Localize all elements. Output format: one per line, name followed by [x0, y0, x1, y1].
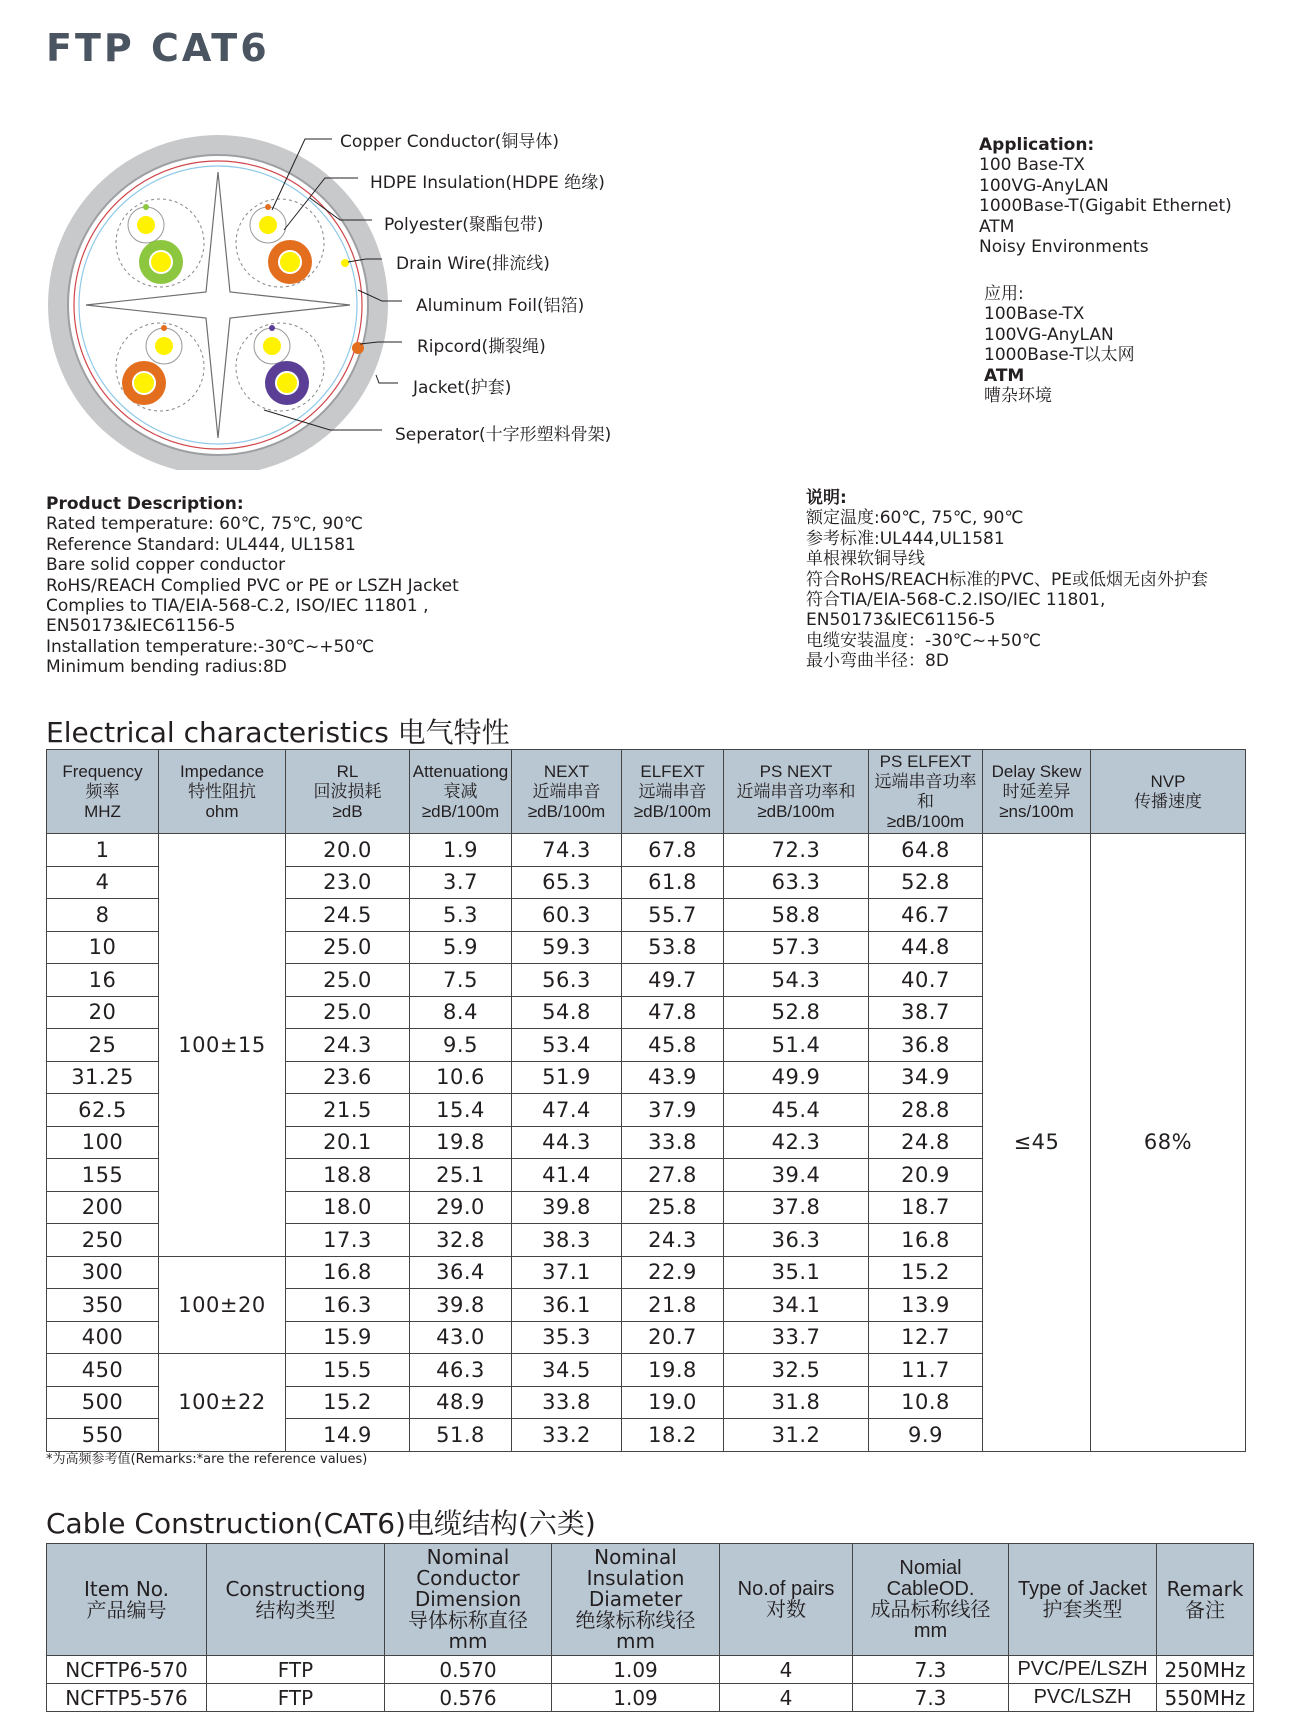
table-cell: 34.1 — [724, 1289, 869, 1322]
table-cell: 33.8 — [512, 1386, 622, 1419]
table-cell: 55.7 — [622, 899, 724, 932]
header-remark: Remark 备注 — [1157, 1544, 1254, 1656]
table-cell: 38.3 — [512, 1224, 622, 1257]
description-cn-line: 符合RoHS/REACH标准的PVC、PE或低烟无卤外护套 — [806, 569, 1209, 590]
table-cell: 24.5 — [286, 899, 410, 932]
table-cell: 36.3 — [724, 1224, 869, 1257]
table-cell: 5.9 — [410, 931, 512, 964]
cell-impedance: 100±22 — [159, 1354, 286, 1452]
header-next: NEXT 近端串音 ≥dB/100m — [512, 750, 622, 834]
product-description-cn — [806, 488, 1208, 672]
table-cell: 27.8 — [622, 1159, 724, 1192]
description-cn-line: 最小弯曲半径：8D — [806, 651, 949, 672]
table-cell: 14.9 — [286, 1419, 410, 1452]
conductor-3b — [133, 372, 155, 394]
electrical-table-body — [47, 834, 1246, 1452]
label-hdpe-insulation: HDPE Insulation(HDPE 绝缘) — [370, 173, 605, 193]
table-cell: 51.4 — [724, 1029, 869, 1062]
table-cell: 16.3 — [286, 1289, 410, 1322]
cell-frequency: 550 — [47, 1419, 159, 1452]
construction-section-title: Cable Construction(CAT6)电缆结构(六类) — [46, 1507, 596, 1540]
table-cell: 20.1 — [286, 1126, 410, 1159]
table-cell: 33.2 — [512, 1419, 622, 1452]
description-en-line: Rated temperature: 60℃, 75℃, 90℃ — [46, 514, 363, 535]
table-cell: 15.9 — [286, 1321, 410, 1354]
description-cn-line: 电缆安装温度：-30℃~+50℃ — [806, 630, 1042, 651]
table-cell: 25.0 — [286, 931, 410, 964]
table-cell: 45.4 — [724, 1094, 869, 1127]
table-cell: NCFTP6-570 — [47, 1656, 207, 1684]
table-cell: 10.8 — [869, 1386, 983, 1419]
table-cell: 47.8 — [622, 996, 724, 1029]
table-row — [47, 834, 1246, 867]
table-cell: 46.3 — [410, 1354, 512, 1387]
table-cell: 56.3 — [512, 964, 622, 997]
label-separator: Seperator(十字形塑料骨架) — [395, 425, 612, 445]
table-cell: 25.8 — [622, 1191, 724, 1224]
table-cell: 37.8 — [724, 1191, 869, 1224]
table-cell: 33.8 — [622, 1126, 724, 1159]
table-cell: 7.3 — [853, 1656, 1009, 1684]
table-cell: 35.1 — [724, 1256, 869, 1289]
label-ripcord: Ripcord(撕裂绳) — [417, 337, 546, 357]
description-cn-line: 符合TIA/EIA-568-C.2.ISO/IEC 11801, — [806, 590, 1106, 611]
table-cell: 44.3 — [512, 1126, 622, 1159]
table-cell: 54.3 — [724, 964, 869, 997]
table-cell: 59.3 — [512, 931, 622, 964]
cell-frequency: 250 — [47, 1224, 159, 1257]
table-cell: 53.4 — [512, 1029, 622, 1062]
table-cell: 52.8 — [724, 996, 869, 1029]
description-en-line: RoHS/REACH Complied PVC or PE or LSZH Jacket — [46, 575, 459, 596]
conductor-4b — [276, 372, 298, 394]
table-cell: 5.3 — [410, 899, 512, 932]
construction-header-row — [47, 1544, 1254, 1656]
conductor-2a — [259, 216, 277, 234]
table-cell: 42.3 — [724, 1126, 869, 1159]
description-cn-line: 额定温度:60℃, 75℃, 90℃ — [806, 508, 1024, 529]
header-constructiong: Constructiong 结构类型 — [207, 1544, 385, 1656]
cell-frequency: 350 — [47, 1289, 159, 1322]
table-row — [47, 1684, 1254, 1712]
table-cell: 15.2 — [869, 1256, 983, 1289]
table-cell: 22.9 — [622, 1256, 724, 1289]
table-cell: 18.7 — [869, 1191, 983, 1224]
header-insulation-diameter: Nominal Insulation Diameter 绝缘标称线径 mm — [552, 1544, 720, 1656]
table-cell: 49.9 — [724, 1061, 869, 1094]
table-cell: 250MHz — [1157, 1656, 1254, 1684]
construction-table-body — [47, 1656, 1254, 1712]
table-cell: 39.8 — [410, 1289, 512, 1322]
table-cell: 20.0 — [286, 834, 410, 867]
application-cn-item: 嘈杂环境 — [984, 386, 1052, 407]
application-cn-item: ATM — [984, 365, 1025, 386]
table-cell: 7.3 — [853, 1684, 1009, 1712]
header-pairs: No.of pairs 对数 — [720, 1544, 853, 1656]
table-cell: 15.4 — [410, 1094, 512, 1127]
table-cell: 51.8 — [410, 1419, 512, 1452]
table-cell: 43.0 — [410, 1321, 512, 1354]
table-cell: 23.0 — [286, 866, 410, 899]
table-cell: 33.7 — [724, 1321, 869, 1354]
application-cn-item: 1000Base-T以太网 — [984, 345, 1135, 366]
table-cell: 37.1 — [512, 1256, 622, 1289]
application-cn-heading: 应用: — [984, 284, 1024, 304]
table-cell: 36.8 — [869, 1029, 983, 1062]
construction-table — [46, 1543, 1254, 1712]
table-cell: 20.7 — [622, 1321, 724, 1354]
table-cell: 18.8 — [286, 1159, 410, 1192]
electrical-remark: *为高频参考值(Remarks:*are the reference values) — [46, 1452, 368, 1467]
table-cell: 49.7 — [622, 964, 724, 997]
description-en-line: Minimum bending radius:8D — [46, 657, 287, 678]
table-cell: 43.9 — [622, 1061, 724, 1094]
table-cell: FTP — [207, 1656, 385, 1684]
header-impedance: Impedance 特性阻抗 ohm — [159, 750, 286, 834]
cell-impedance: 100±20 — [159, 1256, 286, 1354]
table-row — [47, 1656, 1254, 1684]
table-cell: 41.4 — [512, 1159, 622, 1192]
application-en-item: ATM — [979, 216, 1015, 237]
table-cell: 35.3 — [512, 1321, 622, 1354]
cell-frequency: 16 — [47, 964, 159, 997]
table-cell: 7.5 — [410, 964, 512, 997]
header-frequency: Frequency 频率 MHZ — [47, 750, 159, 834]
header-delay-skew: Delay Skew 时延差异 ≥ns/100m — [983, 750, 1091, 834]
table-cell: 20.9 — [869, 1159, 983, 1192]
cell-frequency: 25 — [47, 1029, 159, 1062]
cell-delay-skew: ≤45 — [983, 834, 1091, 1452]
table-cell: 16.8 — [869, 1224, 983, 1257]
table-cell: 16.8 — [286, 1256, 410, 1289]
electrical-section-title: Electrical characteristics 电气特性 — [46, 716, 510, 749]
description-en-heading: Product Description: — [46, 494, 244, 514]
table-cell: 44.8 — [869, 931, 983, 964]
table-cell: 25.0 — [286, 964, 410, 997]
table-cell: 21.8 — [622, 1289, 724, 1322]
table-cell: 10.6 — [410, 1061, 512, 1094]
table-cell: 29.0 — [410, 1191, 512, 1224]
table-cell: 67.8 — [622, 834, 724, 867]
table-cell: 60.3 — [512, 899, 622, 932]
cell-frequency: 500 — [47, 1386, 159, 1419]
table-cell: 19.0 — [622, 1386, 724, 1419]
application-en-item: Noisy Environments — [979, 237, 1149, 258]
table-cell: 4 — [720, 1656, 853, 1684]
header-rl: RL 回波损耗 ≥dB — [286, 750, 410, 834]
header-ps-elfext: PS ELFEXT 远端串音功率和 ≥dB/100m — [869, 750, 983, 834]
table-cell: 17.3 — [286, 1224, 410, 1257]
electrical-header-row — [47, 750, 1246, 834]
cell-frequency: 8 — [47, 899, 159, 932]
header-conductor-dimension: Nominal Conductor Dimension 导体标称直径 mm — [385, 1544, 552, 1656]
label-jacket: Jacket(护套) — [413, 378, 512, 398]
table-cell: 46.7 — [869, 899, 983, 932]
header-jacket-type: Type of Jacket 护套类型 — [1009, 1544, 1157, 1656]
cell-frequency: 155 — [47, 1159, 159, 1192]
table-cell: FTP — [207, 1684, 385, 1712]
table-cell: 25.1 — [410, 1159, 512, 1192]
description-cn-line: EN50173&IEC61156-5 — [806, 610, 996, 631]
table-cell: 550MHz — [1157, 1684, 1254, 1712]
table-cell: 18.0 — [286, 1191, 410, 1224]
table-cell: 45.8 — [622, 1029, 724, 1062]
header-item-no: Item No. 产品编号 — [47, 1544, 207, 1656]
table-cell: 18.2 — [622, 1419, 724, 1452]
table-cell: 1.09 — [552, 1684, 720, 1712]
table-cell: 36.4 — [410, 1256, 512, 1289]
table-cell: 9.9 — [869, 1419, 983, 1452]
cell-impedance: 100±15 — [159, 834, 286, 1257]
table-cell: 23.6 — [286, 1061, 410, 1094]
header-nvp: NVP 传播速度 — [1091, 750, 1246, 834]
cell-frequency: 1 — [47, 834, 159, 867]
conductor-4a — [263, 337, 281, 355]
product-description-en — [46, 494, 459, 678]
table-cell: 0.576 — [385, 1684, 552, 1712]
table-cell: 31.2 — [724, 1419, 869, 1452]
conductor-1b — [150, 251, 172, 273]
description-en-line: Reference Standard: UL444, UL1581 — [46, 534, 356, 555]
table-cell: 37.9 — [622, 1094, 724, 1127]
table-cell: 24.3 — [622, 1224, 724, 1257]
header-ps-next: PS NEXT 近端串音功率和 ≥dB/100m — [724, 750, 869, 834]
table-cell: 32.5 — [724, 1354, 869, 1387]
table-cell: 21.5 — [286, 1094, 410, 1127]
label-aluminum-foil: Aluminum Foil(铝箔) — [416, 296, 585, 316]
cell-frequency: 450 — [47, 1354, 159, 1387]
cell-frequency: 200 — [47, 1191, 159, 1224]
table-cell: 53.8 — [622, 931, 724, 964]
table-cell: 19.8 — [410, 1126, 512, 1159]
table-cell: 9.5 — [410, 1029, 512, 1062]
cell-frequency: 400 — [47, 1321, 159, 1354]
cell-frequency: 62.5 — [47, 1094, 159, 1127]
table-cell: 8.4 — [410, 996, 512, 1029]
header-cable-od: Nomial CableOD. 成品标称线径 mm — [853, 1544, 1009, 1656]
description-cn-line: 单根裸软铜导线 — [806, 549, 925, 570]
application-cn-item: 100VG-AnyLAN — [984, 324, 1114, 345]
description-en-line: Installation temperature:-30℃~+50℃ — [46, 636, 375, 657]
header-attenuation: Attenuationg 衰减 ≥dB/100m — [410, 750, 512, 834]
conductor-3a — [155, 337, 173, 355]
table-cell: 36.1 — [512, 1289, 622, 1322]
table-cell: 40.7 — [869, 964, 983, 997]
description-en-line: Complies to TIA/EIA-568-C.2, ISO/IEC 11801 , — [46, 596, 429, 617]
table-cell: 31.8 — [724, 1386, 869, 1419]
table-cell: 11.7 — [869, 1354, 983, 1387]
cell-nvp: 68% — [1091, 834, 1246, 1452]
page-title: FTP CAT6 — [46, 26, 270, 70]
table-cell: NCFTP5-576 — [47, 1684, 207, 1712]
table-cell: 32.8 — [410, 1224, 512, 1257]
table-cell: 38.7 — [869, 996, 983, 1029]
table-cell: 61.8 — [622, 866, 724, 899]
description-cn-heading: 说明: — [806, 488, 847, 508]
table-cell: 34.5 — [512, 1354, 622, 1387]
drain-wire-shape — [341, 259, 349, 267]
cell-frequency: 10 — [47, 931, 159, 964]
table-cell: 51.9 — [512, 1061, 622, 1094]
table-cell: PVC/PE/LSZH — [1009, 1656, 1157, 1684]
table-cell: 63.3 — [724, 866, 869, 899]
table-cell: 25.0 — [286, 996, 410, 1029]
electrical-table — [46, 749, 1246, 1452]
description-cn-line: 参考标准:UL444,UL1581 — [806, 528, 1005, 549]
table-cell: 39.8 — [512, 1191, 622, 1224]
application-en-item: 1000Base-T(Gigabit Ethernet) — [979, 196, 1232, 217]
table-cell: 72.3 — [724, 834, 869, 867]
table-cell: PVC/LSZH — [1009, 1684, 1157, 1712]
table-cell: 1.09 — [552, 1656, 720, 1684]
application-cn — [984, 284, 1135, 406]
table-cell: 34.9 — [869, 1061, 983, 1094]
table-cell: 15.5 — [286, 1354, 410, 1387]
table-cell: 4 — [720, 1684, 853, 1712]
cell-frequency: 300 — [47, 1256, 159, 1289]
description-en-line: Bare solid copper conductor — [46, 555, 286, 576]
table-cell: 47.4 — [512, 1094, 622, 1127]
label-drain-wire: Drain Wire(排流线) — [396, 254, 550, 274]
cell-frequency: 100 — [47, 1126, 159, 1159]
table-cell: 58.8 — [724, 899, 869, 932]
table-cell: 0.570 — [385, 1656, 552, 1684]
conductor-1a — [137, 216, 155, 234]
application-en-heading: Application: — [979, 135, 1095, 155]
table-cell: 52.8 — [869, 866, 983, 899]
table-cell: 19.8 — [622, 1354, 724, 1387]
table-cell: 57.3 — [724, 931, 869, 964]
application-en — [979, 135, 1232, 257]
cell-frequency: 4 — [47, 866, 159, 899]
table-cell: 3.7 — [410, 866, 512, 899]
table-cell: 65.3 — [512, 866, 622, 899]
table-cell: 39.4 — [724, 1159, 869, 1192]
description-en-line: EN50173&IEC61156-5 — [46, 616, 236, 637]
header-elfext: ELFEXT 远端串音 ≥dB/100m — [622, 750, 724, 834]
table-cell: 24.3 — [286, 1029, 410, 1062]
conductor-2b — [279, 251, 301, 273]
application-en-item: 100 Base-TX — [979, 155, 1085, 176]
application-cn-item: 100Base-TX — [984, 304, 1085, 325]
cell-frequency: 20 — [47, 996, 159, 1029]
table-cell: 28.8 — [869, 1094, 983, 1127]
label-polyester: Polyester(聚酯包带) — [384, 215, 544, 235]
table-cell: 15.2 — [286, 1386, 410, 1419]
table-cell: 1.9 — [410, 834, 512, 867]
table-cell: 74.3 — [512, 834, 622, 867]
table-cell: 13.9 — [869, 1289, 983, 1322]
table-cell: 12.7 — [869, 1321, 983, 1354]
application-en-item: 100VG-AnyLAN — [979, 175, 1109, 196]
table-cell: 48.9 — [410, 1386, 512, 1419]
cell-frequency: 31.25 — [47, 1061, 159, 1094]
table-cell: 54.8 — [512, 996, 622, 1029]
table-cell: 24.8 — [869, 1126, 983, 1159]
label-copper-conductor: Copper Conductor(铜导体) — [340, 132, 559, 152]
table-cell: 64.8 — [869, 834, 983, 867]
